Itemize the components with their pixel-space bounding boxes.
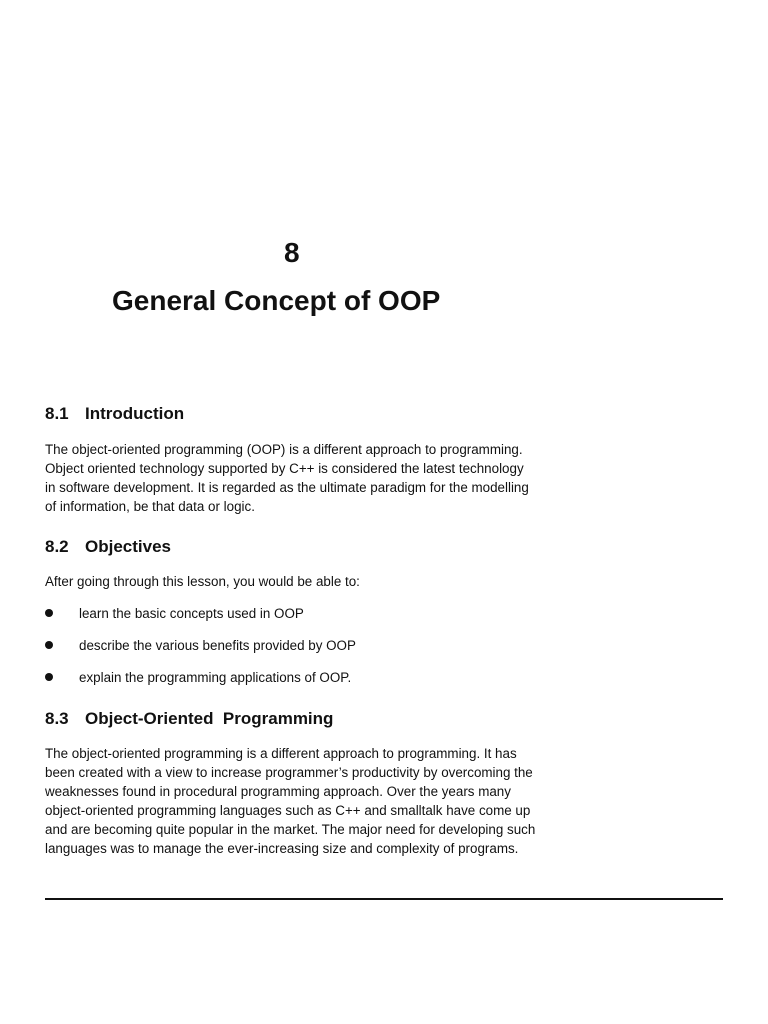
paragraph-line: The object-oriented programming (OOP) is a different approach to programming. bbox=[45, 442, 523, 457]
section-number: 8.1 bbox=[45, 404, 69, 423]
paragraph-line: After going through this lesson, you would be able to: bbox=[45, 574, 360, 589]
paragraph-line: of information, be that data or logic. bbox=[45, 499, 255, 514]
paragraph-line: The object-oriented programming is a different approach to programming. It has bbox=[45, 746, 517, 761]
oop-paragraph bbox=[45, 744, 555, 858]
section-heading-object-oriented-programming bbox=[45, 708, 333, 730]
paragraph-line: weaknesses found in procedural programming approach. Over the years many bbox=[45, 784, 511, 799]
paragraph-line: in software development. It is regarded as the ultimate paradigm for the modelling bbox=[45, 480, 529, 495]
paragraph-line: been created with a view to increase programmer’s productivity by overcoming the bbox=[45, 765, 533, 780]
paragraph-line: languages was to manage the ever-increasing size and complexity of programs. bbox=[45, 841, 519, 856]
bullet-icon bbox=[45, 609, 53, 617]
bullet-icon bbox=[45, 641, 53, 649]
introduction-paragraph bbox=[45, 440, 555, 516]
chapter-number: 8 bbox=[284, 237, 300, 268]
objective-bullet bbox=[45, 668, 351, 687]
footer-rule bbox=[45, 898, 723, 900]
section-title: Introduction bbox=[85, 404, 185, 423]
section-title: Object-Oriented Programming bbox=[85, 709, 334, 728]
objectives-intro bbox=[45, 572, 555, 591]
section-heading-introduction bbox=[45, 403, 184, 425]
bullet-text: explain the programming applications of OOP. bbox=[79, 670, 352, 685]
section-number: 8.3 bbox=[45, 709, 69, 728]
section-number: 8.2 bbox=[45, 537, 69, 556]
section-title: Objectives bbox=[85, 537, 171, 556]
bullet-icon bbox=[45, 673, 53, 681]
paragraph-line: and are becoming quite popular in the market. The major need for developing such bbox=[45, 822, 536, 837]
paragraph-line: Object oriented technology supported by C++ is considered the latest technology bbox=[45, 461, 524, 476]
bullet-text: learn the basic concepts used in OOP bbox=[79, 606, 304, 621]
section-heading-objectives bbox=[45, 536, 171, 558]
bullet-text: describe the various benefits provided by OOP bbox=[79, 638, 356, 653]
chapter-title: General Concept of OOP bbox=[112, 285, 441, 316]
objective-bullet bbox=[45, 604, 304, 623]
paragraph-line: object-oriented programming languages such as C++ and smalltalk have come up bbox=[45, 803, 531, 818]
objective-bullet bbox=[45, 636, 356, 655]
